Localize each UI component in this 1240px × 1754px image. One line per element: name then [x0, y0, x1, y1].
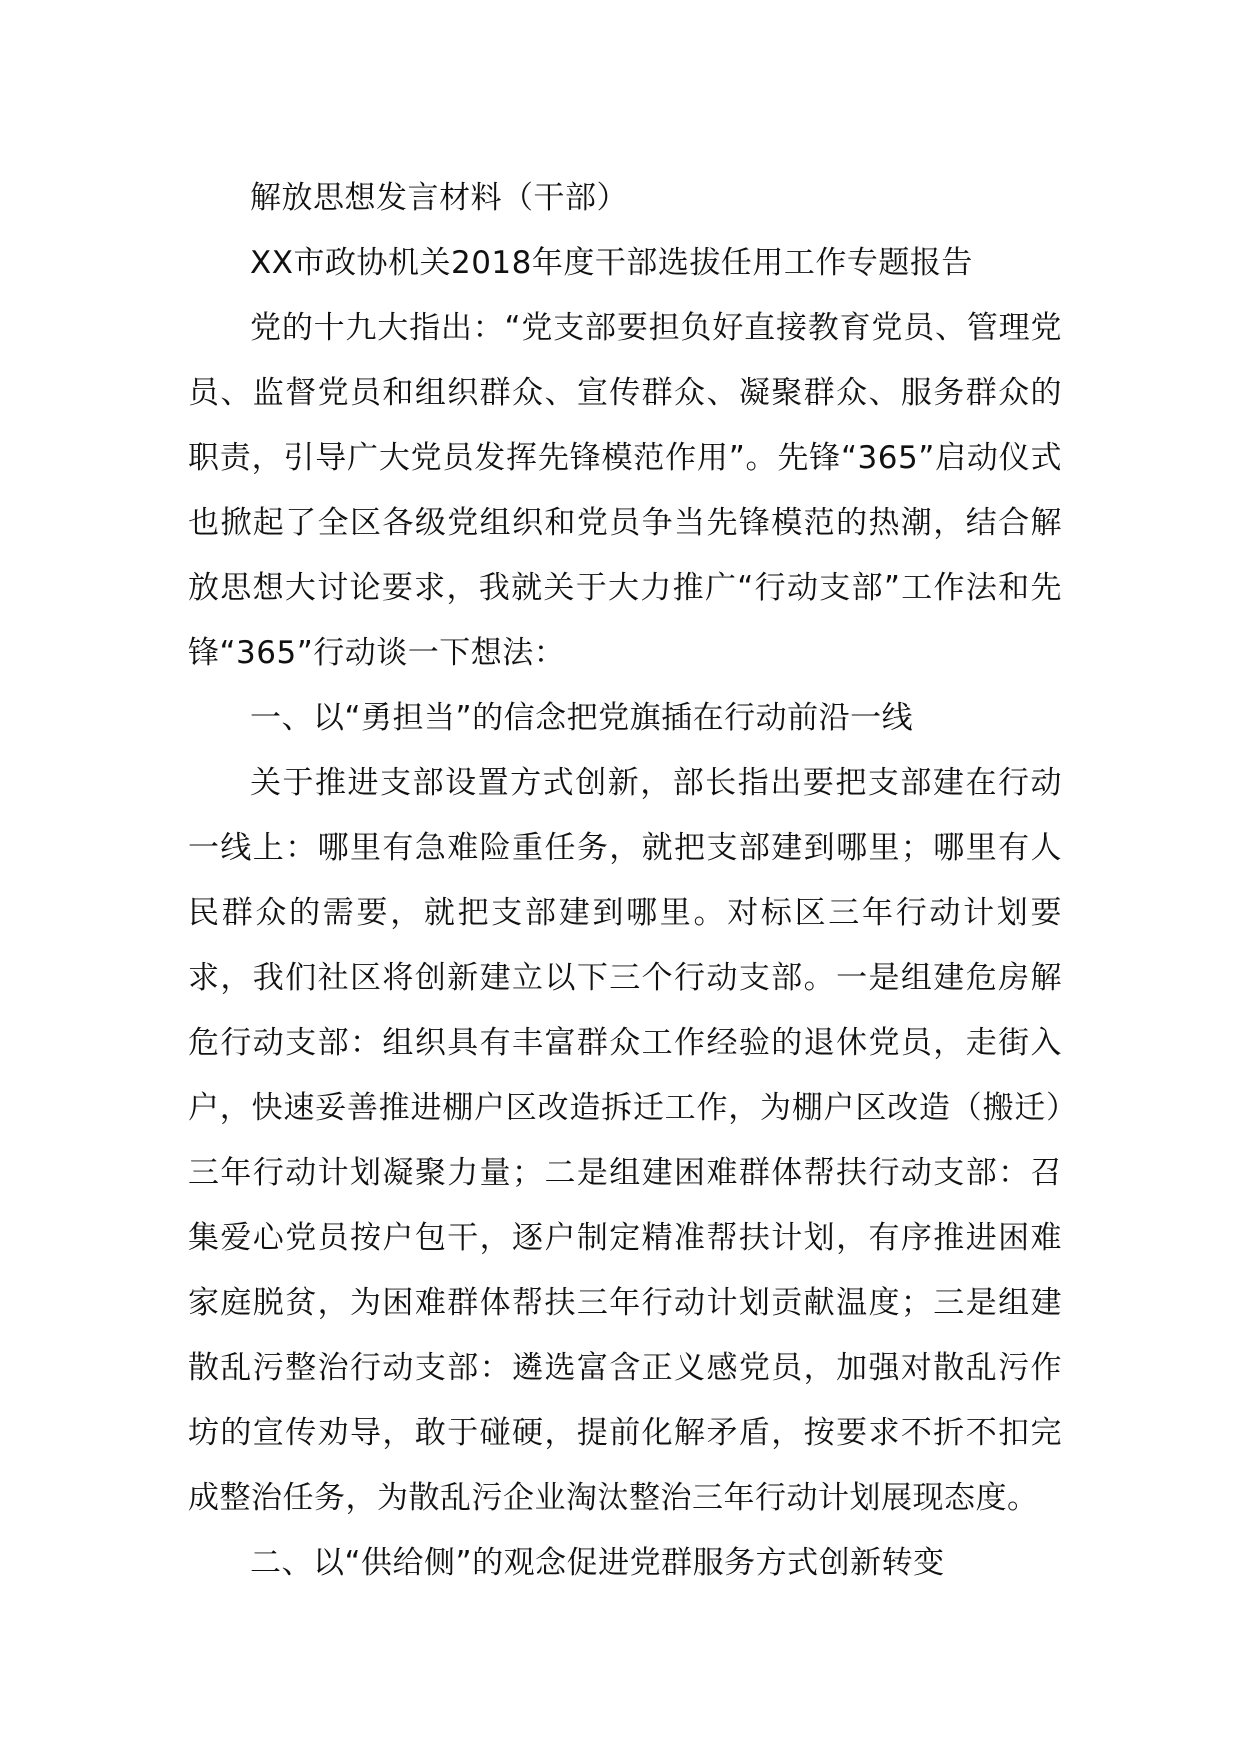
section-heading-1: 一、以“勇担当”的信念把党旗插在行动前沿一线	[250, 700, 914, 736]
document-body	[188, 166, 1062, 1596]
section-1-paragraph: 关于推进支部设置方式创新，部长指出要把支部建在行动一线上：哪里有急难险重任务，就把支部建到哪里；哪里有人民群众的需要，就把支部建到哪里。对标区三年行动计划要求，我们社区将创新建立以下三个行动支部。一是组建危房解危行动支部：组织具有丰富群众工作经验的退休党员，走街入户，快速妥善推进棚户区改造拆迁工作，为棚户区改造（搬迁）三年行动计划凝聚力量；二是组建困难群体帮扶行动支部：召集爱心党员按户包干，逐户制定精准帮扶计划，有序推进困难家庭脱贫，为困难群体帮扶三年行动计划贡献温度；三是组建散乱污整治行动支部：遴选富含正义感党员，加强对散乱污作坊的宣传劝导，敢于碰硬，提前化解矛盾，按要求不折不扣完成整治任务，为散乱污企业淘汰整治三年行动计划展现态度。	[188, 765, 1062, 1516]
section-heading-2: 二、以“供给侧”的观念促进党群服务方式创新转变	[250, 1545, 945, 1581]
report-subtitle: XX市政协机关2018年度干部选拔任用工作专题报告	[250, 245, 973, 281]
document-title: 解放思想发言材料（干部）	[250, 180, 628, 216]
intro-paragraph: 党的十九大指出：“党支部要担负好直接教育党员、管理党员、监督党员和组织群众、宣传群众、凝聚群众、服务群众的职责，引导广大党员发挥先锋模范作用”。先锋“365”启动仪式也掀起了全区各级党组织和党员争当先锋模范的热潮，结合解放思想大讨论要求，我就关于大力推广“行动支部”工作法和先锋“365”行动谈一下想法：	[188, 310, 1062, 671]
